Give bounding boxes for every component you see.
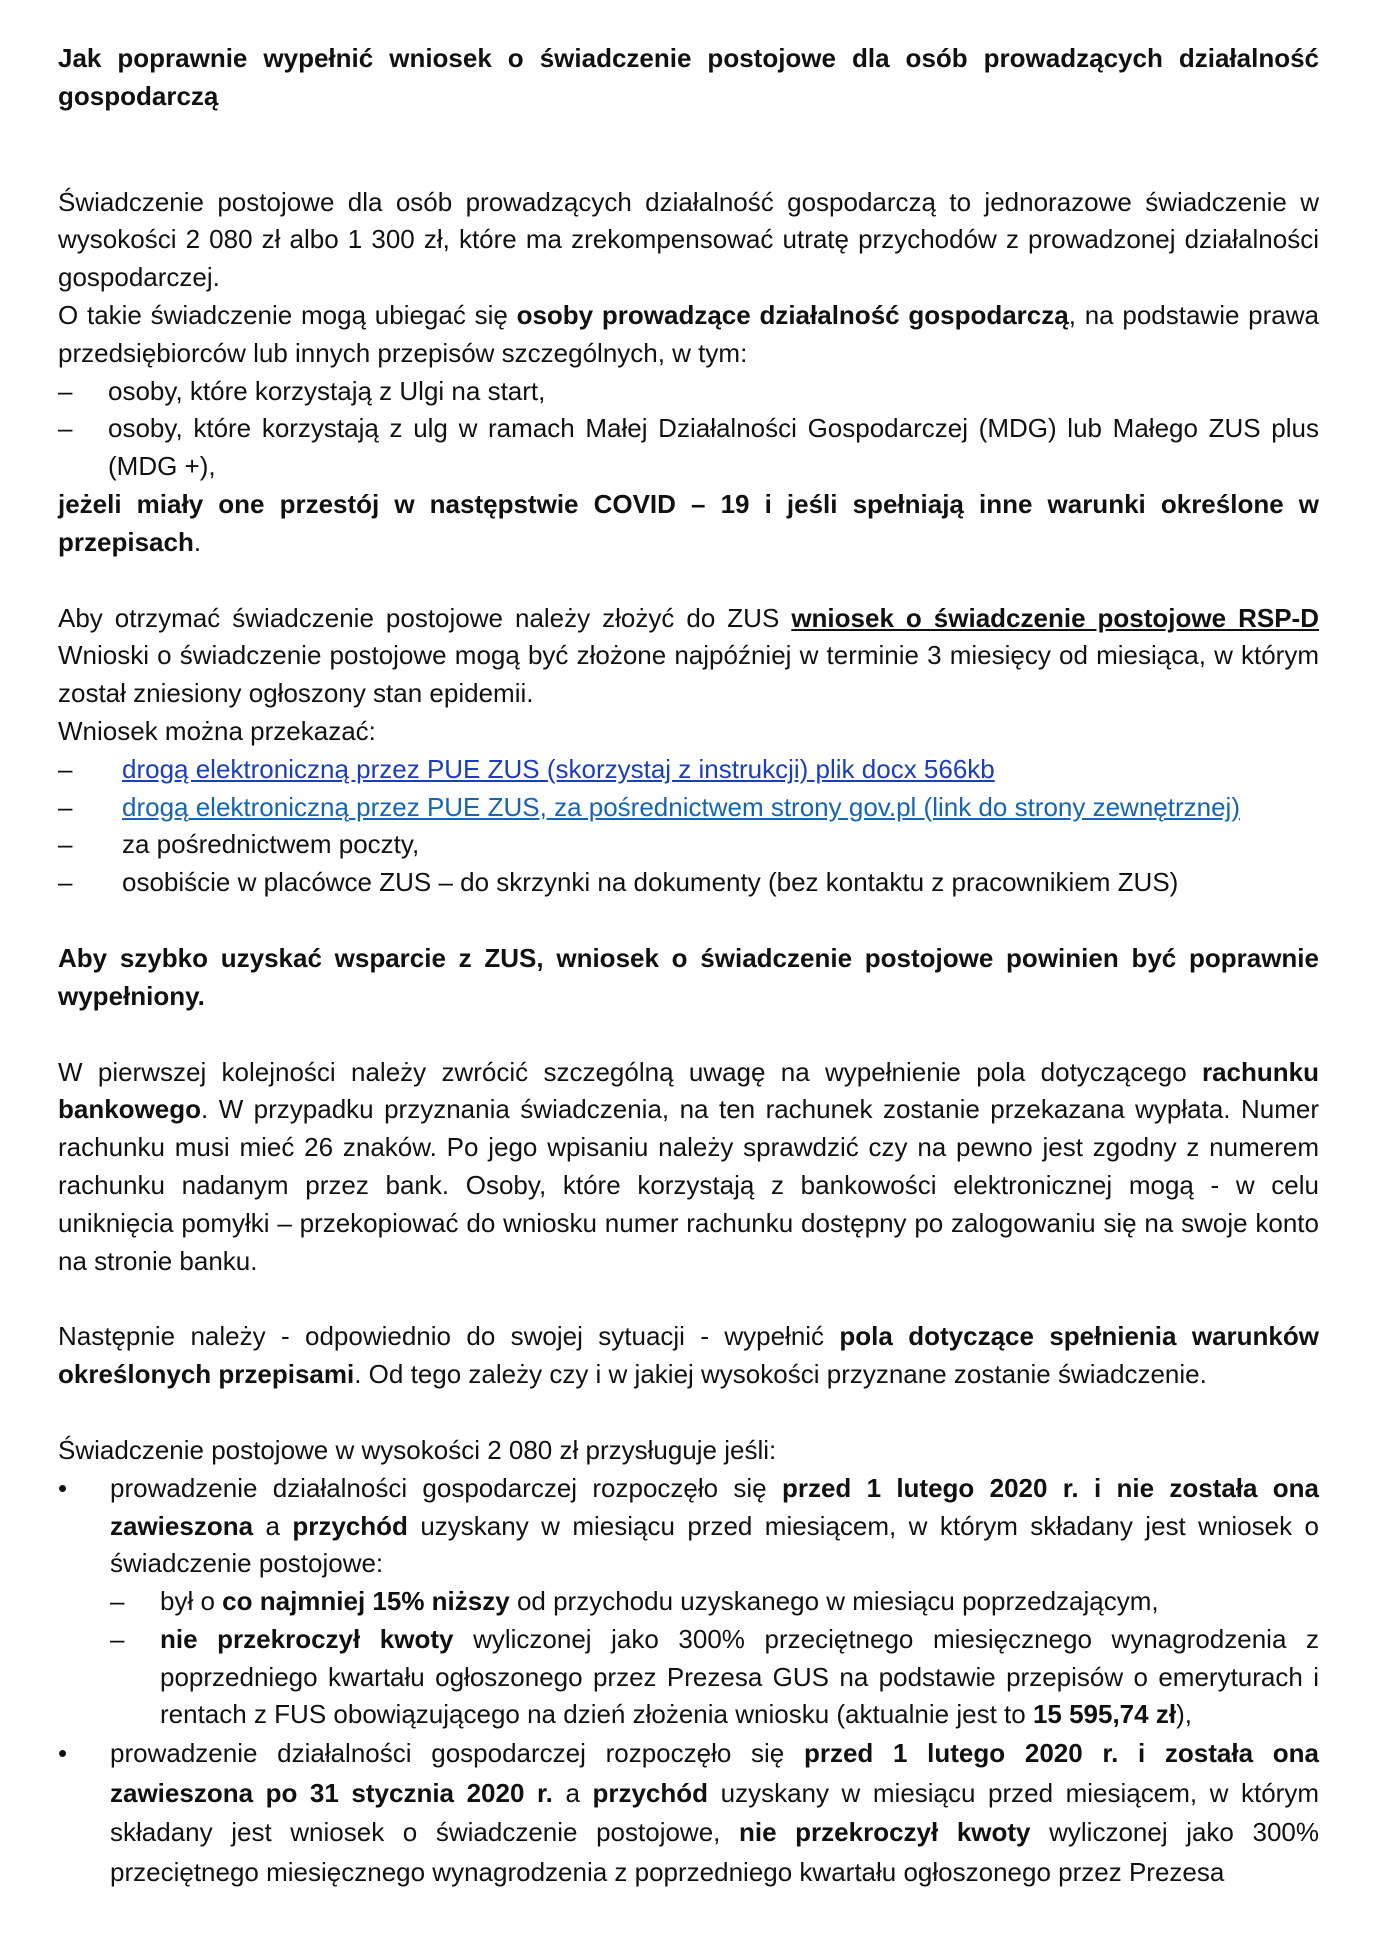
gov-pl-link[interactable]: drogą elektroniczną przez PUE ZUS, za pośrednictwem strony gov.pl (link do strony zewnętrznej) — [122, 791, 1240, 822]
dash-marker: – — [58, 375, 73, 406]
dash-marker: – — [58, 791, 73, 822]
document-title: Jak poprawnie wypełnić wniosek o świadczenie postojowe dla osób prowadzących działalność gospodarczą — [58, 43, 1319, 111]
eligibility-paragraph: O takie świadczenie mogą ubiegać się osoby prowadzące działalność gospodarczą, na podstawie prawa przedsiębiorców lub innych przepisów szczególnych, w tym: — [58, 299, 1319, 368]
dash-marker: – — [110, 1623, 125, 1654]
pue-zus-instruction-link[interactable]: drogą elektroniczną przez PUE ZUS (skorzystaj z instrukcji) plik docx 566kb — [122, 753, 995, 784]
dash-marker: – — [58, 753, 73, 784]
list-item: – osoby, które korzystają z ulg w ramach Małej Działalności Gospodarczej (MDG) lub Małego ZUS plus (MDG +), — [58, 410, 1319, 486]
apply-paragraph: Aby otrzymać świadczenie postojowe należy złożyć do ZUS wniosek o świadczenie postojowe RSP-D Wnioski o świadczenie postojowe mogą być złożone najpóźniej w terminie 3 miesięcy od miesiąca, w którym został zniesiony ogłoszony stan epidemii. — [58, 602, 1319, 709]
submit-intro: Wniosek można przekazać: — [58, 715, 376, 746]
rsp-d-form-link[interactable]: wniosek o świadczenie postojowe RSP-D — [791, 602, 1319, 633]
list-item: – osobiście w placówce ZUS – do skrzynki na dokumenty (bez kontaktu z pracownikiem ZUS) — [58, 864, 1319, 902]
dash-marker: – — [58, 867, 73, 898]
list-item: – osoby, które korzystają z Ulgi na start, — [58, 373, 1319, 411]
list-item — [58, 751, 1319, 789]
eligibility-list — [58, 373, 1319, 486]
fast-support-heading: Aby szybko uzyskać wsparcie z ZUS, wniosek o świadczenie postojowe powinien być poprawnie wypełniony. — [58, 942, 1319, 1011]
eligibility-highlight: osoby prowadzące działalność gospodarczą — [516, 299, 1069, 330]
dash-marker: – — [58, 413, 73, 444]
list-item: • prowadzenie działalności gospodarczej rozpoczęło się przed 1 lutego 2020 r. i nie została ona zawieszona a przychód uzyskany w miesiącu przed miesiącem, w którym składany jest wniosek o świadczenie postojowe: – był o co najmniej 15% niższy od przychodu uzyskanego w miesiącu poprzedzającym, – nie przekroczył kwoty wyliczonej jako 300% przeciętnego miesięcznego wynagrodzenia z poprzedniego kwartału ogłoszonego przez Prezesa GUS na podstawie przepisów o emeryturach i rentach z FUS obowiązującego na dzień złożenia wniosku (aktualnie jest to 15 595,74 zł), — [58, 1470, 1319, 1735]
list-item: – był o co najmniej 15% niższy od przychodu uzyskanego w miesiącu poprzedzającym, — [110, 1583, 1319, 1621]
bullet-marker: • — [58, 1738, 68, 1769]
case1-sublist — [110, 1583, 1319, 1734]
submit-methods-list — [58, 751, 1319, 902]
list-item: – nie przekroczył kwoty wyliczonej jako 300% przeciętnego miesięcznego wynagrodzenia z poprzedniego kwartału ogłoszonego przez Prezesa GUS na podstawie przepisów o emeryturach i rentach z FUS obowiązującego na dzień złożenia wniosku (aktualnie jest to 15 595,74 zł), — [110, 1621, 1319, 1734]
bullet-marker: • — [58, 1472, 68, 1503]
list-item: – za pośrednictwem poczty, — [58, 826, 1319, 864]
condition-paragraph: jeżeli miały one przestój w następstwie COVID – 19 i jeśli spełniają inne warunki określone w przepisach. — [58, 488, 1319, 557]
list-item — [58, 789, 1319, 827]
amount-intro: Świadczenie postojowe w wysokości 2 080 zł przysługuje jeśli: — [58, 1434, 777, 1465]
list-item: • prowadzenie działalności gospodarczej rozpoczęło się przed 1 lutego 2020 r. i została ona zawieszona po 31 stycznia 2020 r. a przychód uzyskany w miesiącu przed miesiącem, w którym składany jest wniosek o świadczenie postojowe, nie przekroczył kwoty wyliczonej jako 300% przeciętnego miesięcznego wynagrodzenia z poprzedniego kwartału ogłoszonego przez Prezesa — [58, 1734, 1319, 1892]
dash-marker: – — [58, 829, 73, 860]
intro-paragraph: Świadczenie postojowe dla osób prowadzących działalność gospodarczą to jednorazowe świadczenie w wysokości 2 080 zł albo 1 300 zł, które ma zrekompensować utratę przychodów z prowadzonej działalności gospodarczej. — [58, 186, 1319, 293]
conditions-paragraph: Następnie należy - odpowiednio do swojej sytuacji - wypełnić pola dotyczące spełnienia warunków określonych przepisami. Od tego zależy czy i w jakiej wysokości przyznane zostanie świadczenie. — [58, 1321, 1319, 1390]
dash-marker: – — [110, 1586, 125, 1617]
amount-cases-list — [58, 1470, 1319, 1893]
bank-account-paragraph: W pierwszej kolejności należy zwrócić szczególną uwagę na wypełnienie pola dotyczącego rachunku bankowego. W przypadku przyznania świadczenia, na ten rachunek zostanie przekazana wypłata. Numer rachunku musi mieć 26 znaków. Po jego wpisaniu należy sprawdzić czy na pewno jest zgodny z numerem rachunku nadanym przez bank. Osoby, które korzystają z bankowości elektronicznej mogą - w celu uniknięcia pomyłki – przekopiować do wniosku numer rachunku dostępny po zalogowaniu się na swoje konto na stronie banku. — [58, 1056, 1319, 1276]
